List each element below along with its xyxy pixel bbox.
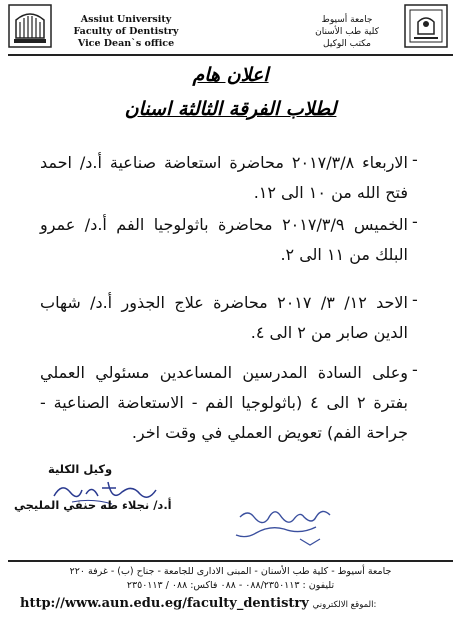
list-bullet: - bbox=[412, 290, 418, 309]
footer-address: جامعة أسيوط - كلية طب الأسنان - المبنى الادارى للجامعة - جناح (ب) - غرفة ٢٢٠ bbox=[69, 566, 392, 577]
announcement-title: اعلان هام bbox=[192, 64, 269, 86]
header-ar-line: جامعة أسيوط bbox=[321, 15, 373, 25]
header-divider bbox=[8, 54, 453, 56]
list-item: الخميس ٢٠١٧/٣/٩ محاضرة باثولوجيا الفم أ.د/ عمرو البلك من ١١ الى ٢. bbox=[40, 215, 408, 264]
handwritten-note bbox=[230, 505, 340, 549]
list-item: الاحد ١٢/ ٣/ ٢٠١٧ محاضرة علاج الجذور أ.د/ شهاب الدين صابر من ٢ الى ٤. bbox=[40, 293, 409, 342]
footer-phone: تليفون : ٠٨٨/٢٣٥٠١١٣ - ٠٨٨ فاكس: ٠٨٨ / ٢٣٥٠١١٣ bbox=[126, 580, 335, 591]
list-bullet: - bbox=[412, 212, 418, 231]
header-english bbox=[66, 14, 186, 50]
header-ar-line: كلية طب الأسنان bbox=[315, 27, 379, 37]
list-bullet: - bbox=[412, 360, 418, 379]
list-item: وعلى السادة المدرسين المساعدين مسئولي العملي بفترة ٢ الى ٤ (باثولوجيا الفم - الاستعاضة الصناعية - جراحة الفم) تعويض العملي في وقت اخر. bbox=[40, 363, 408, 442]
website-label: الموقع الالكتروني: bbox=[312, 600, 377, 610]
list-bullet: - bbox=[412, 150, 418, 169]
header-en-line: Faculty of Dentistry bbox=[73, 26, 179, 37]
signature-title: وكيل الكلية bbox=[48, 462, 113, 476]
faculty-logo bbox=[404, 4, 448, 48]
list-item: الاربعاء ٢٠١٧/٣/٨ محاضرة استعاضة صناعية أ.د/ احمد فتح الله من ١٠ الى ١٢. bbox=[40, 153, 409, 202]
header-arabic bbox=[296, 14, 398, 50]
footer-website bbox=[20, 596, 440, 611]
signatory-name: أ.د/ نجلاء طه حنفي المليجي bbox=[14, 498, 172, 512]
university-logo bbox=[8, 4, 52, 48]
header-en-line: Assiut University bbox=[80, 14, 172, 25]
announcement-subtitle: لطلاب الفرقة الثالثة اسنان bbox=[124, 98, 337, 120]
header-en-line: Vice Dean`s office bbox=[77, 38, 175, 49]
footer-divider bbox=[8, 560, 453, 562]
website-link[interactable]: http://www.aun.edu.eg/faculty_dentistry bbox=[20, 596, 309, 611]
header-ar-line: مكتب الوكيل bbox=[323, 39, 371, 49]
